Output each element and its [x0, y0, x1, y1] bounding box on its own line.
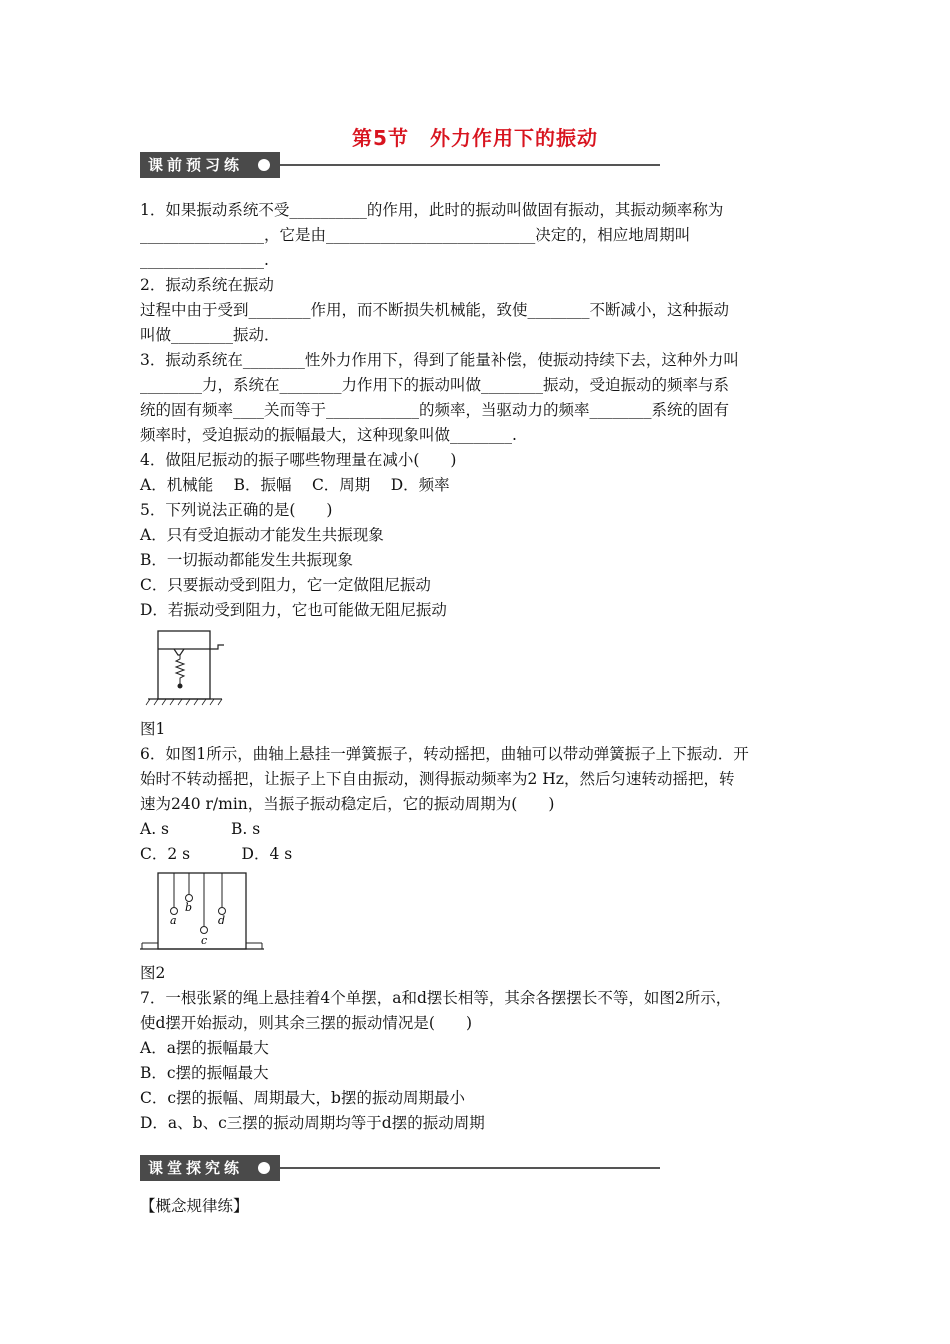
pendulum-label-c: c	[201, 934, 208, 947]
pendulum-label-d: d	[218, 914, 226, 927]
text-line: 始时不转动摇把，让振子上下自由振动，测得振动频率为2 Hz，然后匀速转动摇把，转	[140, 770, 735, 788]
text-line: D．若振动受到阻力，它也可能做无阻尼振动	[140, 601, 447, 619]
text-line: 5．下列说法正确的是( )	[140, 501, 333, 519]
divider	[280, 164, 660, 166]
text-line: A．只有受迫振动才能发生共振现象	[140, 526, 384, 544]
text-line: 使d摆开始振动，则其余三摆的振动情况是( )	[140, 1014, 473, 1032]
text-line: D．a、b、c三摆的振动周期均等于d摆的振动周期	[140, 1114, 485, 1132]
section-label: 课堂探究练	[140, 1155, 280, 1181]
text-line: C．只要振动受到阻力，它一定做阻尼振动	[140, 576, 431, 594]
text-line: ________力，系统在________力作用下的振动叫做________振动，受迫振动的频率与系	[140, 376, 730, 394]
pendulum-label-b: b	[185, 901, 193, 914]
text-line: A．a摆的振幅最大	[140, 1039, 269, 1057]
figure-2-pendulums	[140, 871, 820, 961]
text-line: 6．如图1所示，曲轴上悬挂一弹簧振子，转动摇把，曲轴可以带动弹簧振子上下振动．开	[140, 745, 749, 763]
figure-caption: 图2	[140, 964, 166, 982]
text-line: 3．振动系统在________性外力作用下，得到了能量补偿，使振动持续下去，这种外力叫	[140, 351, 739, 369]
bullet-dot-icon	[258, 159, 270, 171]
page-title: 第5节 外力作用下的振动	[352, 126, 598, 150]
text-line: B．一切振动都能发生共振现象	[140, 551, 353, 569]
text-line: 过程中由于受到________作用，而不断损失机械能，致使________不断减小，这种振动	[140, 301, 730, 319]
divider	[280, 1167, 660, 1169]
text-line: ________________，它是由___________________________决定的，相应地周期叫	[140, 226, 691, 244]
text-line: 叫做________振动．	[140, 326, 280, 344]
concept-heading: 【概念规律练】	[140, 1197, 249, 1215]
text-line: 2．振动系统在振动	[140, 276, 274, 294]
text-line: C．2 s D．4 s	[140, 845, 293, 863]
figure-1-crank-spring	[140, 627, 820, 717]
text-line: 统的固有频率____关而等于____________的频率，当驱动力的频率________系统的固有	[140, 401, 730, 419]
bullet-dot-icon	[258, 1162, 270, 1174]
text-line: 速为240 r/min，当振子振动稳定后，它的振动周期为( )	[140, 795, 555, 813]
text-line: C．c摆的振幅、周期最大，b摆的振动周期最小	[140, 1089, 465, 1107]
text-line: 7．一根张紧的绳上悬挂着4个单摆，a和d摆长相等，其余各摆摆长不等，如图2所示，	[140, 989, 732, 1007]
text-line: A．机械能 B．振幅 C．周期 D．频率	[140, 476, 450, 494]
text-line: A. s B. s	[140, 820, 261, 838]
text-line: 频率时，受迫振动的振幅最大，这种现象叫做________.	[140, 426, 517, 444]
pendulum-label-a: a	[170, 914, 177, 927]
text-line: 4．做阻尼振动的振子哪些物理量在减小( )	[140, 451, 457, 469]
section-label: 课前预习练	[140, 152, 280, 178]
question-list	[140, 198, 820, 1136]
text-line: ________________.	[140, 251, 269, 269]
figure-caption: 图1	[140, 720, 166, 738]
text-line: B．c摆的振幅最大	[140, 1064, 269, 1082]
text-line: 1．如果振动系统不受__________的作用，此时的振动叫做固有振动，其振动频率称为	[140, 201, 724, 219]
